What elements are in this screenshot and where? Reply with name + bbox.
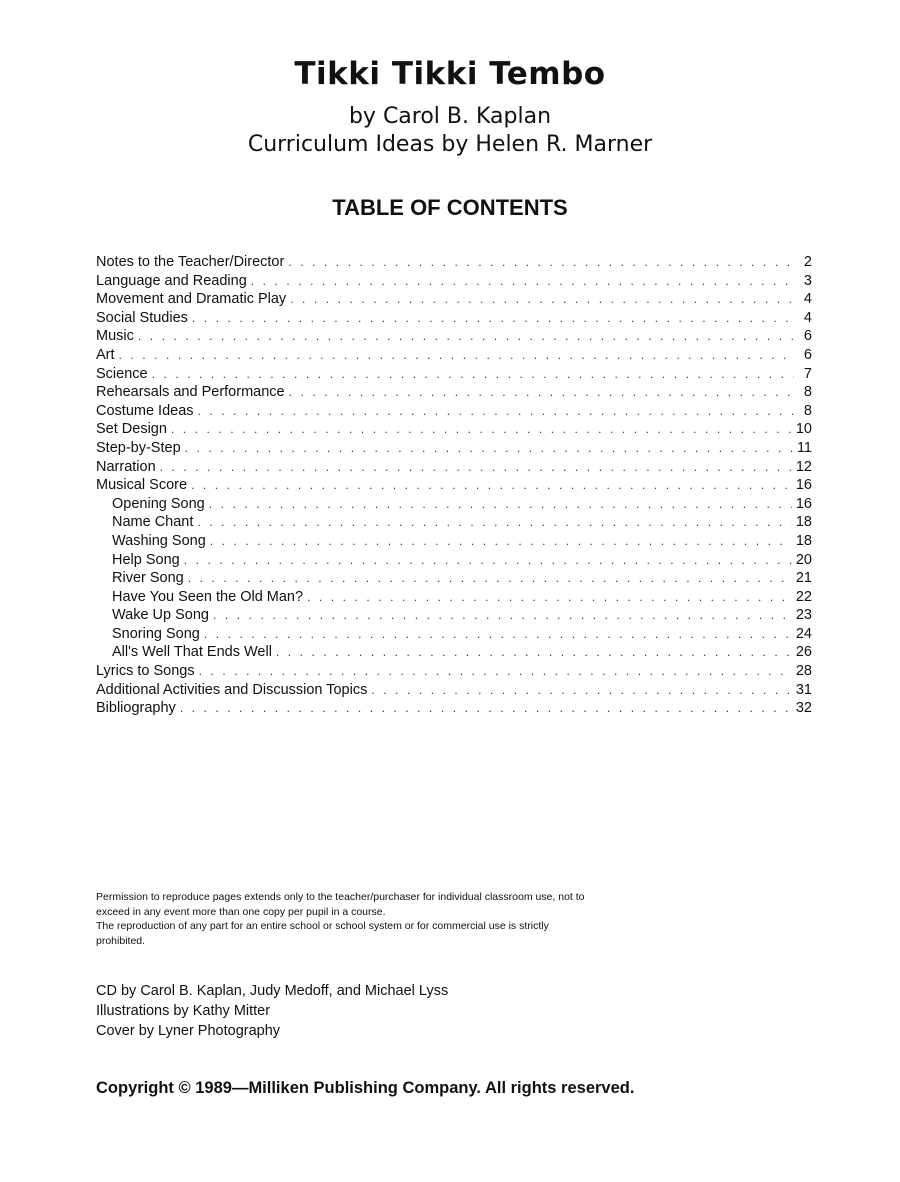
- toc-entry-page: 16: [795, 495, 812, 512]
- table-of-contents: [96, 253, 812, 718]
- toc-entry-label: Additional Activities and Discussion Topics: [96, 681, 368, 698]
- toc-entry-page: 16: [795, 477, 812, 494]
- toc-entry: [96, 662, 812, 681]
- leader-dots: [213, 606, 792, 625]
- leader-dots: [197, 513, 791, 532]
- cover-credit: Cover by Lyner Photography: [96, 1023, 281, 1039]
- leader-dots: [119, 346, 794, 365]
- copyright-notice: Copyright © 1989—Milliken Publishing Company. All rights reserved.: [96, 1079, 635, 1097]
- leader-dots: [209, 495, 792, 514]
- toc-entry-page: 20: [795, 551, 812, 568]
- toc-subentry: [96, 625, 812, 644]
- toc-subentry: [96, 513, 812, 532]
- toc-entry-label: Step-by-Step: [96, 439, 181, 456]
- permission-notice: [96, 890, 696, 948]
- toc-entry: [96, 309, 812, 328]
- toc-subentry: [96, 606, 812, 625]
- leader-dots: [251, 272, 794, 291]
- leader-dots: [171, 420, 792, 439]
- toc-entry-label: Social Studies: [96, 309, 188, 326]
- toc-entry-page: 23: [795, 607, 812, 624]
- toc-entry: [96, 272, 812, 291]
- toc-entry-page: 12: [795, 458, 812, 475]
- toc-entry-page: 4: [803, 309, 812, 326]
- toc-entry-label: Snoring Song: [112, 625, 200, 642]
- leader-dots: [289, 383, 794, 402]
- toc-entry-label: Art: [96, 346, 115, 363]
- leader-dots: [210, 532, 792, 551]
- toc-entry: [96, 327, 812, 346]
- toc-subentry: [96, 643, 812, 662]
- toc-entry-label: Set Design: [96, 421, 167, 438]
- toc-subentry: [96, 495, 812, 514]
- credits-block: [96, 981, 448, 1041]
- toc-entry-label: Language and Reading: [96, 272, 247, 289]
- leader-dots: [307, 588, 792, 607]
- toc-entry: [96, 402, 812, 421]
- leader-dots: [276, 643, 792, 662]
- toc-entry-label: All's Well That Ends Well: [112, 644, 272, 661]
- toc-entry-page: 10: [795, 421, 812, 438]
- toc-entry-page: 11: [796, 439, 812, 456]
- leader-dots: [290, 290, 794, 309]
- illustrations-credit: Illustrations by Kathy Mitter: [96, 1003, 271, 1019]
- permission-line: exceed in any event more than one copy per pupil in a course.: [96, 905, 386, 918]
- toc-entry-page: 6: [803, 346, 812, 363]
- toc-entry-label: Costume Ideas: [96, 402, 194, 419]
- toc-entry-label: Wake Up Song: [112, 607, 209, 624]
- toc-entry: [96, 290, 812, 309]
- leader-dots: [185, 439, 793, 458]
- toc-entry-page: 7: [803, 365, 812, 382]
- toc-entry: [96, 458, 812, 477]
- toc-entry-page: 28: [795, 663, 812, 680]
- toc-entry-label: Have You Seen the Old Man?: [112, 588, 304, 605]
- toc-entry-label: Bibliography: [96, 700, 176, 717]
- leader-dots: [160, 458, 792, 477]
- toc-entry-page: 4: [803, 291, 812, 308]
- leader-dots: [198, 402, 794, 421]
- leader-dots: [184, 551, 792, 570]
- toc-entry-label: Science: [96, 365, 148, 382]
- permission-line: prohibited.: [96, 934, 146, 947]
- toc-subentry: [96, 569, 812, 588]
- toc-entry-label: Lyrics to Songs: [96, 663, 195, 680]
- toc-entry: [96, 681, 812, 700]
- toc-entry-label: Music: [96, 328, 134, 345]
- toc-entry-label: Washing Song: [112, 532, 206, 549]
- toc-entry: [96, 365, 812, 384]
- toc-entry-page: 18: [795, 532, 812, 549]
- author-byline: by Carol B. Kaplan: [348, 104, 552, 129]
- toc-entry-label: Narration: [96, 458, 156, 475]
- cd-credit: CD by Carol B. Kaplan, Judy Medoff, and Michael Lyss: [96, 983, 449, 999]
- toc-entry-label: Movement and Dramatic Play: [96, 291, 287, 308]
- toc-entry-label: Help Song: [112, 551, 180, 568]
- permission-line: Permission to reproduce pages extends only to the teacher/purchaser for individual classroom use, not to: [96, 891, 585, 903]
- toc-subentry: [96, 588, 812, 607]
- toc-entry-page: 32: [795, 700, 812, 717]
- toc-entry-page: 26: [795, 644, 812, 661]
- toc-heading: TABLE OF CONTENTS: [332, 195, 568, 220]
- leader-dots: [199, 662, 792, 681]
- toc-entry-page: 2: [803, 254, 812, 270]
- toc-entry: [96, 346, 812, 365]
- leader-dots: [188, 569, 792, 588]
- leader-dots: [191, 476, 792, 495]
- toc-subentry: [96, 551, 812, 570]
- toc-entry-page: 18: [795, 514, 812, 531]
- toc-entry: [96, 439, 812, 458]
- toc-entry: [96, 420, 812, 439]
- toc-entry-page: 6: [803, 328, 812, 345]
- leader-dots: [192, 309, 794, 328]
- toc-entry-page: 22: [795, 588, 812, 605]
- toc-entry-page: 31: [795, 681, 812, 698]
- toc-entry-page: 24: [795, 625, 812, 642]
- toc-entry-label: Musical Score: [96, 477, 188, 494]
- toc-entry-label: Name Chant: [112, 514, 194, 531]
- toc-entry: [96, 383, 812, 402]
- document-title: Tikki Tikki Tembo: [294, 56, 606, 92]
- leader-dots: [138, 327, 794, 346]
- toc-entry-page: 3: [803, 272, 812, 289]
- toc-entry: [96, 476, 812, 495]
- toc-entry-label: Notes to the Teacher/Director: [96, 254, 285, 270]
- permission-line: The reproduction of any part for an entire school or school system or for commercial use is strictly: [96, 920, 549, 932]
- leader-dots: [371, 681, 792, 700]
- leader-dots: [204, 625, 792, 644]
- leader-dots: [180, 699, 792, 718]
- toc-subentry: [96, 532, 812, 551]
- toc-entry-label: Rehearsals and Performance: [96, 384, 285, 401]
- leader-dots: [288, 253, 794, 272]
- curriculum-byline: Curriculum Ideas by Helen R. Marner: [247, 132, 653, 157]
- toc-entry-page: 8: [803, 402, 812, 419]
- toc-entry: [96, 253, 812, 272]
- toc-entry-page: 21: [795, 570, 812, 587]
- toc-entry-page: 8: [803, 384, 812, 401]
- toc-entry-label: Opening Song: [112, 495, 205, 512]
- toc-entry: [96, 699, 812, 718]
- toc-entry-label: River Song: [112, 570, 184, 587]
- leader-dots: [152, 365, 794, 384]
